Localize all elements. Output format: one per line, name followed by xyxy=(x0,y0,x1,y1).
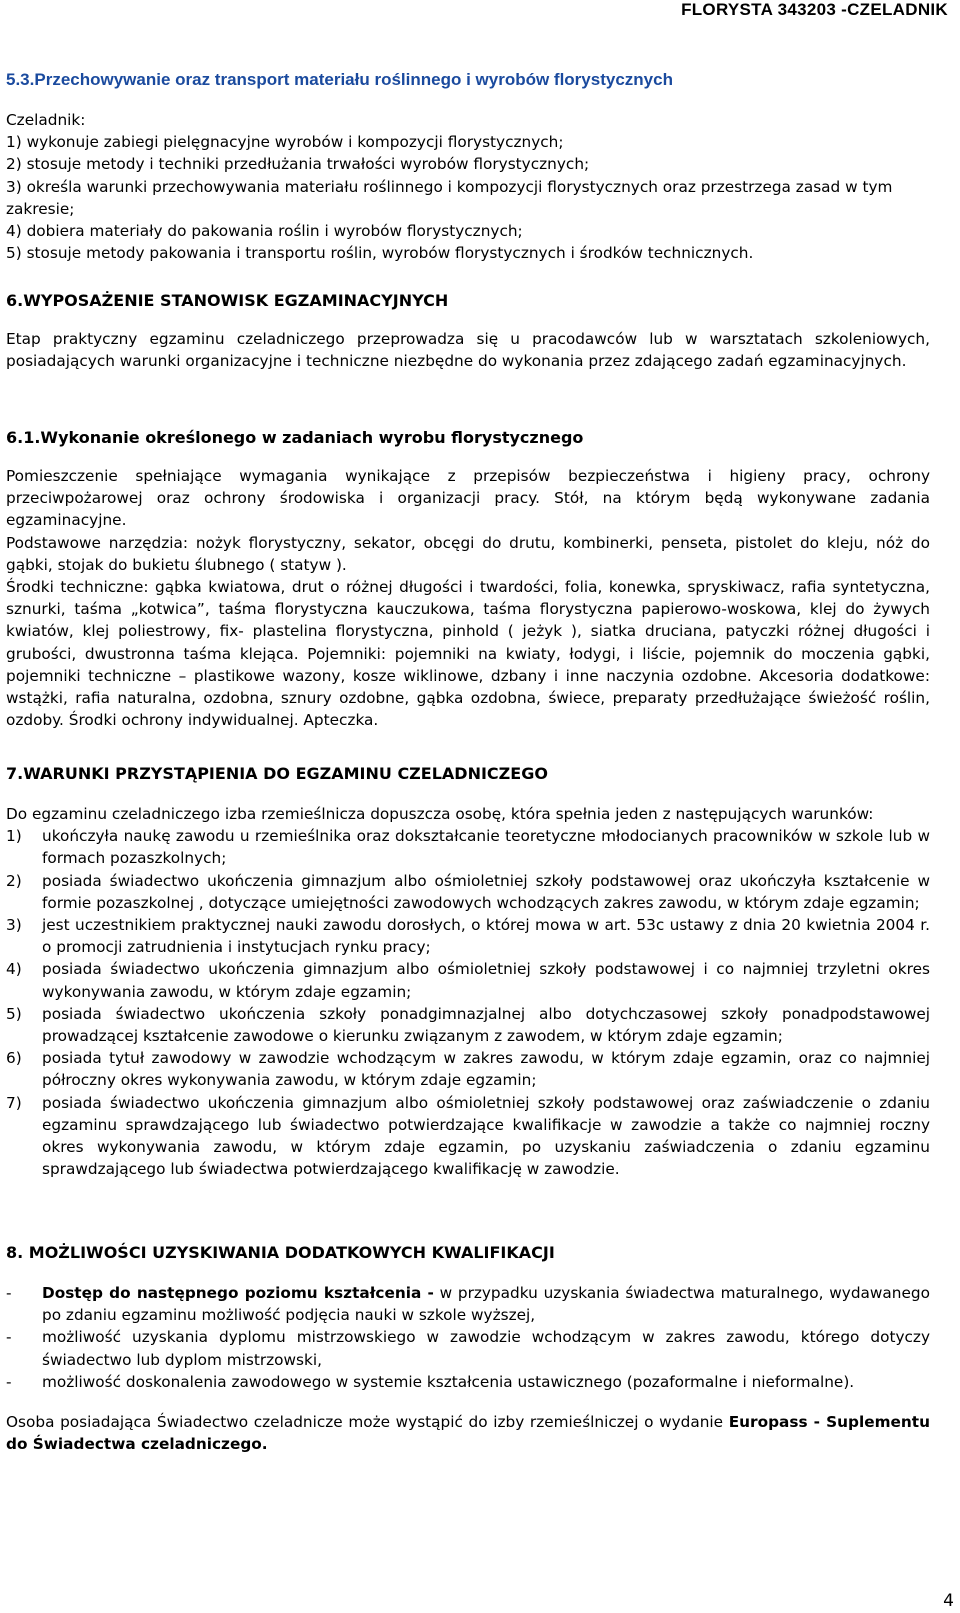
list-text: posiada świadectwo ukończenia szkoły ponadgimnazjalnej albo dotychczasowej szkoły ponadpodstawowej prowadzącej kształcenie zawodowe o kierunku związanym z zawodem, w którym zdaje egzamin; xyxy=(42,1004,930,1046)
document-header: FLORYSTA 343203 -CZELADNIK xyxy=(681,0,948,19)
list-item xyxy=(6,825,930,869)
section-5-3-body xyxy=(6,109,930,264)
list-item xyxy=(6,1003,930,1047)
europass-text: Europass - Suplementu do Świadectwa czeladniczego. xyxy=(6,1413,930,1454)
list-dash: - xyxy=(6,1284,12,1302)
section-6 xyxy=(6,291,930,372)
list-item xyxy=(6,870,930,914)
list-number: 6) xyxy=(6,1049,22,1068)
list-dash: - xyxy=(6,1328,12,1347)
list-number: 5) xyxy=(6,1004,22,1023)
section-paragraph: Podstawowe narzędzia: nożyk florystyczny, sekator, obcęgi do drutu, kombinerki, penseta, pistolet do kleju, nóż do gąbki, stojak do bukietu ślubnego ( statyw ). xyxy=(6,533,930,574)
section-title: Przechowywanie oraz transport materiału roślinnego i wyrobów florystycznych xyxy=(34,70,673,89)
list-item xyxy=(6,1047,930,1091)
list-item xyxy=(6,958,930,1002)
list-text: jest uczestnikiem praktycznej nauki zawodu dorosłych, o której mowa w art. 53c ustawy z dnia 20 kwietnia 2004 r. o promocji zatrudnienia i instytucjach rynku pracy; xyxy=(42,916,930,957)
list-text: możliwość doskonalenia zawodowego w systemie kształcenia ustawicznego (pozaformalne i nieformalne). xyxy=(42,1372,855,1391)
section-5-3-heading xyxy=(6,70,673,90)
list-item: 1) wykonuje zabiegi pielęgnacyjne wyrobów i kompozycji florystycznych; xyxy=(6,133,564,152)
section-paragraph: Etap praktyczny egzaminu czeladniczego przeprowadza się u pracodawców lub w warsztatach szkoleniowych, posiadających warunki organizacyjne i techniczne niezbędne do wykonania przez zdającego zadań egzaminacyjnych. xyxy=(6,330,930,371)
intro-text: Czeladnik: xyxy=(6,111,86,129)
list-item xyxy=(6,1282,930,1326)
list-text: posiada tytuł zawodowy w zawodzie wchodzącym w zakres zawodu, w którym zdaje egzamin, oraz co najmniej półroczny okres wykonywania zawodu, w którym zdaje egzamin; xyxy=(42,1049,930,1090)
section-heading: 8. MOŻLIWOŚCI UZYSKIWANIA DODATKOWYCH KWALIFIKACJI xyxy=(6,1243,555,1262)
list-bold-lead: Dostęp do następnego poziomu kształcenia - xyxy=(42,1284,434,1302)
list-item: 4) dobiera materiały do pakowania roślin i wyrobów florystycznych; xyxy=(6,222,523,241)
list-item xyxy=(6,1371,930,1393)
section-paragraph: Środki techniczne: gąbka kwiatowa, drut o różnej długości i twardości, folia, konewka, spryskiwacz, rafia syntetyczna, sznurki, taśma „kotwica”, taśma florystyczna kauczukowa, taśma florystyczna papierowo-woskowa, klej do żywych kwiatów, klej poliestrowy, fix- plastelina florystyczna, pinhold ( jeżyk ), siatka druciana, patyczki różnej długości i grubości, dwustronna taśma klejąca. Pojemniki: pojemniki na kwiaty, łodygi, i liście, pojemnik do moczenia gąbki, pojemniki techniczne – plastikowe wazony, kosze wiklinowe, dzbany i inne naczynia ozdobne. Akcesoria dodatkowe: wstążki, rafia naturalna, ozdobna, sznury ozdobne, gąbka ozdobna, świece, preparaty przedłużające świeżość roślin, ozdoby. Środki ochrony indywidualnej. Apteczka. xyxy=(6,578,930,730)
list-text: posiada świadectwo ukończenia gimnazjum albo ośmioletniej szkoły podstawowej oraz ukończyła kształcenie w formie pozaszkolnej , dotyczące umiejętności zawodowych wchodzących zakres zawodu, w którym zdaje egzamin; xyxy=(42,871,930,912)
conditions-list xyxy=(6,825,930,1180)
list-number: 1) xyxy=(6,827,22,846)
list-text: posiada świadectwo ukończenia gimnazjum albo ośmioletniej szkoły podstawowej i co najmniej trzyletni okres wykonywania zawodu, w którym zdaje egzamin; xyxy=(42,960,930,1001)
section-heading: 7.WARUNKI PRZYSTĄPIENIA DO EGZAMINU CZELADNICZEGO xyxy=(6,764,548,783)
list-item: 3) określa warunki przechowywania materiału roślinnego i kompozycji florystycznych oraz przestrzega zasad w tym zakresie; xyxy=(6,177,893,218)
section-7 xyxy=(6,764,930,1180)
closing-paragraph xyxy=(6,1411,930,1455)
page-number: 4 xyxy=(943,1591,954,1611)
section-8 xyxy=(6,1243,930,1455)
list-rest: w przypadku uzyskania świadectwa maturalnego, wydawanego po zdaniu egzaminu możliwość podjęcia nauki w szkole wyższej, xyxy=(42,1284,930,1325)
qualifications-list xyxy=(6,1282,930,1393)
list-item xyxy=(6,914,930,958)
list-number: 2) xyxy=(6,871,22,890)
list-text xyxy=(42,1282,930,1326)
list-item xyxy=(6,1326,930,1370)
section-paragraph: Pomieszczenie spełniające wymagania wynikające z przepisów bezpieczeństwa i higieny pracy, ochrony przeciwpożarowej oraz ochrony środowiska i organizacji pracy. Stół, na którym będą wykonywane zadania egzaminacyjne. xyxy=(6,467,930,530)
list-number: 4) xyxy=(6,960,22,979)
section-number: 5.3. xyxy=(6,70,35,89)
list-text: ukończyła naukę zawodu u rzemieślnika oraz dokształcanie teoretyczne młodocianych pracowników w szkole lub w formach pozaszkolnych; xyxy=(42,827,930,868)
closing-text: Osoba posiadająca Świadectwo czeladnicze może wystąpić do izby rzemieślniczej o wydanie xyxy=(6,1413,729,1432)
list-number: 3) xyxy=(6,916,22,935)
section-paragraph: Do egzaminu czeladniczego izba rzemieślnicza dopuszcza osobę, która spełnia jeden z następujących warunków: xyxy=(6,805,874,823)
list-item: 5) stosuje metody pakowania i transportu roślin, wyrobów florystycznych i środków technicznych. xyxy=(6,244,754,263)
list-dash: - xyxy=(6,1372,12,1391)
list-item xyxy=(6,1092,930,1181)
list-text: posiada świadectwo ukończenia gimnazjum albo ośmioletniej szkoły podstawowej oraz zaświadczenie o zdaniu egzaminu sprawdzającego lub świadectwo potwierdzające kwalifikacje w zawodzie a także co najmniej roczny okres wykonywania zawodu, w którym zdaje egzamin, po uzyskaniu zaświadczenia o zdaniu egzaminu sprawdzającego lub świadectwa potwierdzającego kwalifikację w zawodzie. xyxy=(42,1093,930,1179)
section-6-1 xyxy=(6,428,930,731)
section-heading: 6.WYPOSAŻENIE STANOWISK EGZAMINACYJNYCH xyxy=(6,291,449,310)
list-text: możliwość uzyskania dyplomu mistrzowskiego w zawodzie wchodzącym w zakres zawodu, którego dotyczy świadectwo lub dyplom mistrzowski, xyxy=(42,1328,930,1369)
section-heading: 6.1.Wykonanie określonego w zadaniach wyrobu florystycznego xyxy=(6,428,584,447)
list-item: 2) stosuje metody i techniki przedłużania trwałości wyrobów florystycznych; xyxy=(6,155,590,174)
list-number: 7) xyxy=(6,1093,22,1112)
